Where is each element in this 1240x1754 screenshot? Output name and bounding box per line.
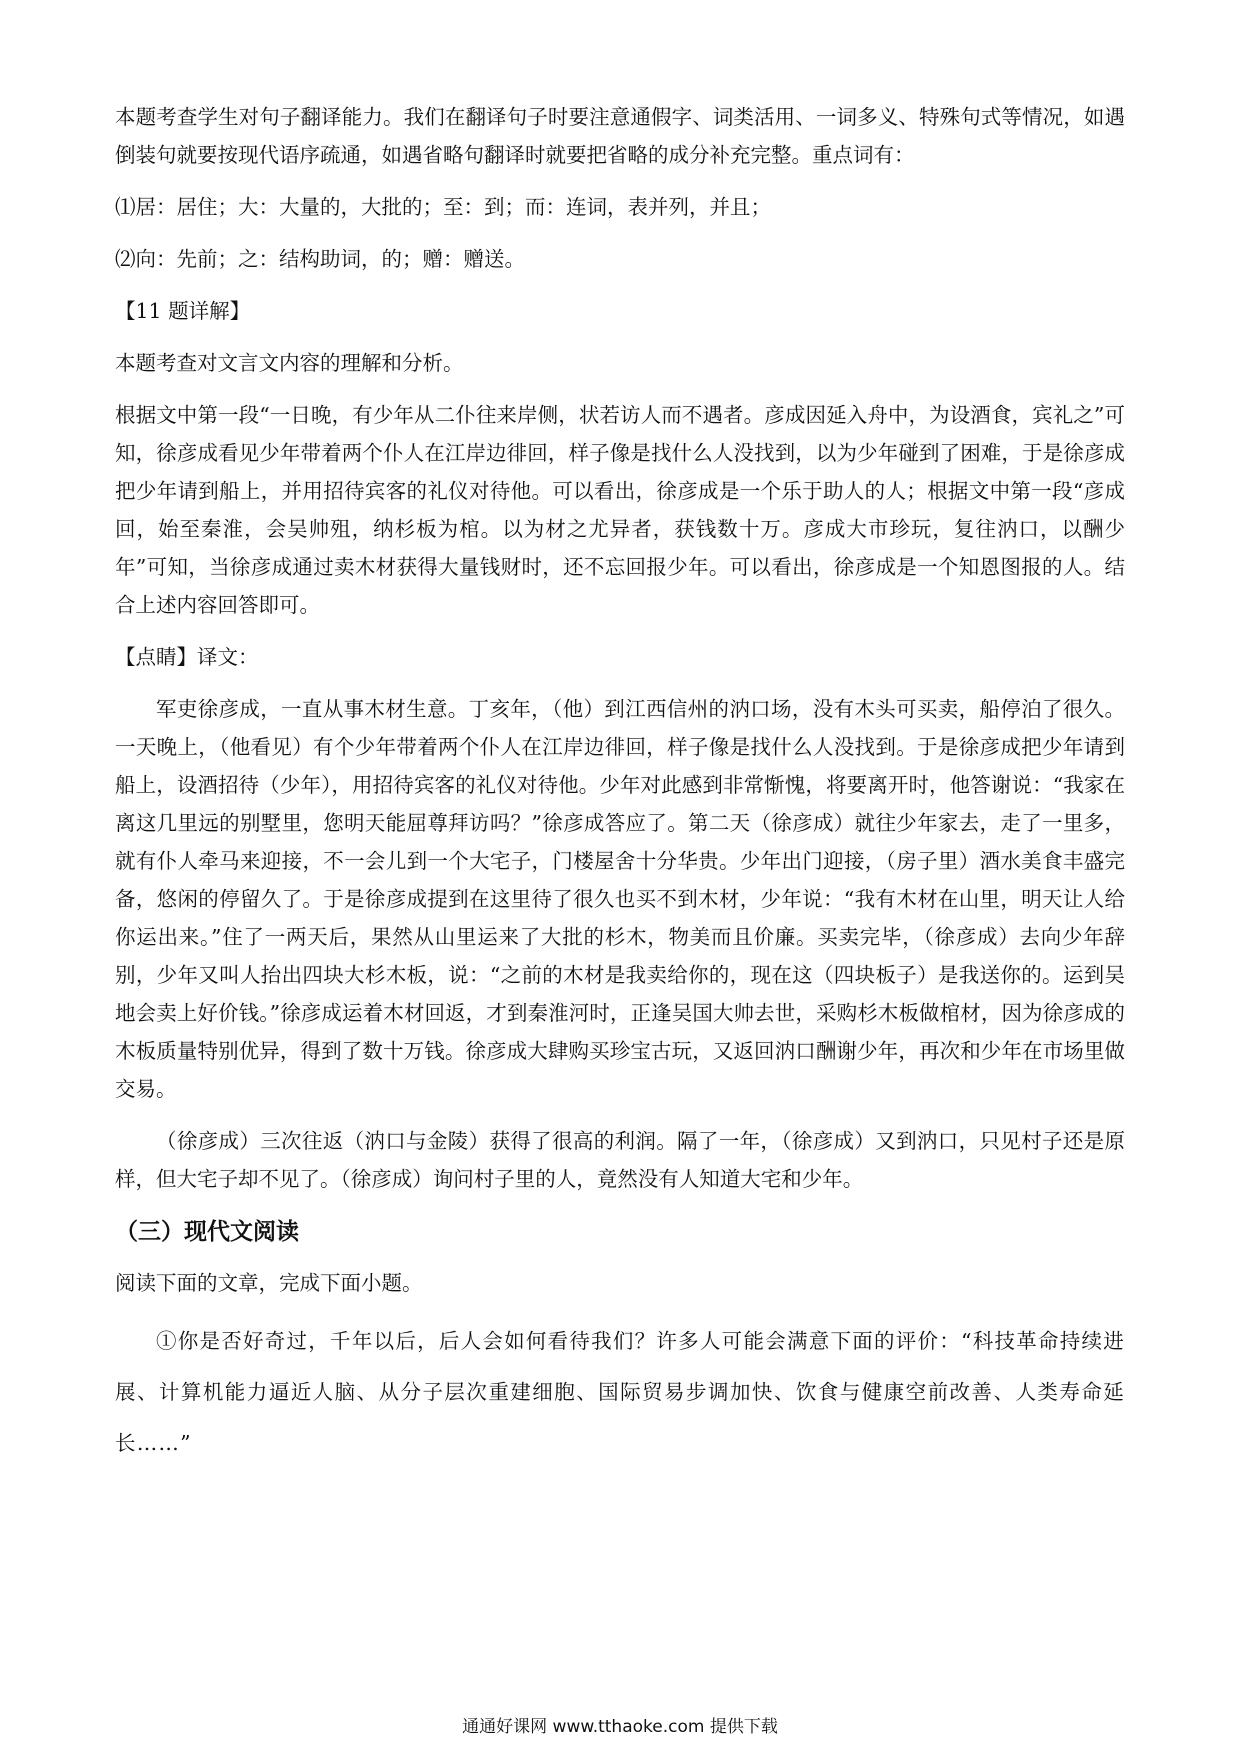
key-words-item-1: ⑴居：居住；大：大量的，大批的；至：到；而：连词，表并列，并且； <box>115 195 771 219</box>
question-11-heading: 【11 题详解】 <box>115 299 251 323</box>
key-words-item-2: ⑵向：先前；之：结构助词，的；赠：赠送。 <box>115 247 525 271</box>
section-title-modern-reading: （三）现代文阅读 <box>115 1219 299 1245</box>
question-11-analysis: 根据文中第一段“一日晚，有少年从二仆往来岸侧，状若访人而不遇者。彦成因延入舟中，为设酒食，宾礼之”可知，徐彦成看见少年带着两个仆人在江岸边徘回，样子像是找什么人没找到，以为少年碰到了困难，于是徐彦成把少年请到船上，并用招待宾客的礼仪对待他。可以看出，徐彦成是一个乐于助人的人；根据文中第一段“彦成回，始至秦淮，会吴帅殂，纳杉板为棺。以为材之尤异者，获钱数十万。彦成大市珍玩，复往汭口，以酬少年”可知，当徐彦成通过卖木材获得大量钱财时，还不忘回报少年。可以看出，徐彦成是一个知恩图报的人。结合上述内容回答即可。 <box>115 403 1125 617</box>
translation-method-paragraph: 本题考查学生对句子翻译能力。我们在翻译句子时要注意通假字、词类活用、一词多义、特殊句式等情况，如遇倒装句就要按现代语序疏通，如遇省略句翻译时就要把省略的成分补充完整。重点词有： <box>115 105 1125 167</box>
translation-paragraph-1: 军吏徐彦成，一直从事木材生意。丁亥年，（他）到江西信州的汭口场，没有木头可买卖，船停泊了很久。一天晚上，（他看见）有个少年带着两个仆人在江岸边徘回，样子像是找什么人没找到。于是徐彦成把少年请到船上，设酒招待（少年），用招待宾客的礼仪对待他。少年对此感到非常惭愧，将要离开时，他答谢说：“我家在离这几里远的别墅里，您明天能屈尊拜访吗？”徐彦成答应了。第二天（徐彦成）就往少年家去，走了一里多，就有仆人牵马来迎接，不一会儿到一个大宅子，门楼屋舍十分华贵。少年出门迎接，（房子里）酒水美食丰盛完备，悠闲的停留久了。于是徐彦成提到在这里待了很久也买不到木材，少年说：“我有木材在山里，明天让人给你运出来。”住了一两天后，果然从山里运来了大批的杉木，物美而且价廉。买卖完毕，（徐彦成）去向少年辞别，少年又叫人抬出四块大杉木板，说：“之前的木材是我卖给你的，现在这（四块板子）是我送你的。运到吴地会卖上好价钱。”徐彦成运着木材回返，才到秦淮河时，正逢吴国大帅去世，采购杉木板做棺材，因为徐彦成的木板质量特别优异，得到了数十万钱。徐彦成大肆购买珍宝古玩，又返回汭口酬谢少年，再次和少年在市场里做交易。 <box>115 697 1125 1101</box>
reading-instruction: 阅读下面的文章，完成下面小题。 <box>115 1271 423 1295</box>
page-footer: 通通好课网 www.tthaoke.com 提供下载 <box>462 1717 778 1737</box>
question-11-intro: 本题考查对文言文内容的理解和分析。 <box>115 351 464 375</box>
modern-text-paragraph-1: ①你是否好奇过，千年以后，后人会如何看待我们？许多人可能会满意下面的评价：“科技革命持续进展、计算机能力逼近人脑、从分子层次重建细胞、国际贸易步调加快、饮食与健康空前改善、人类寿命延长……” <box>115 1329 1125 1455</box>
dianjing-heading: 【点睛】译文： <box>115 645 259 669</box>
document-page <box>115 98 1125 1483</box>
translation-paragraph-2: （徐彦成）三次往返（汭口与金陵）获得了很高的利润。隔了一年，（徐彦成）又到汭口，只见村子还是原样，但大宅子却不见了。（徐彦成）询问村子里的人，竟然没有人知道大宅和少年。 <box>115 1129 1125 1191</box>
